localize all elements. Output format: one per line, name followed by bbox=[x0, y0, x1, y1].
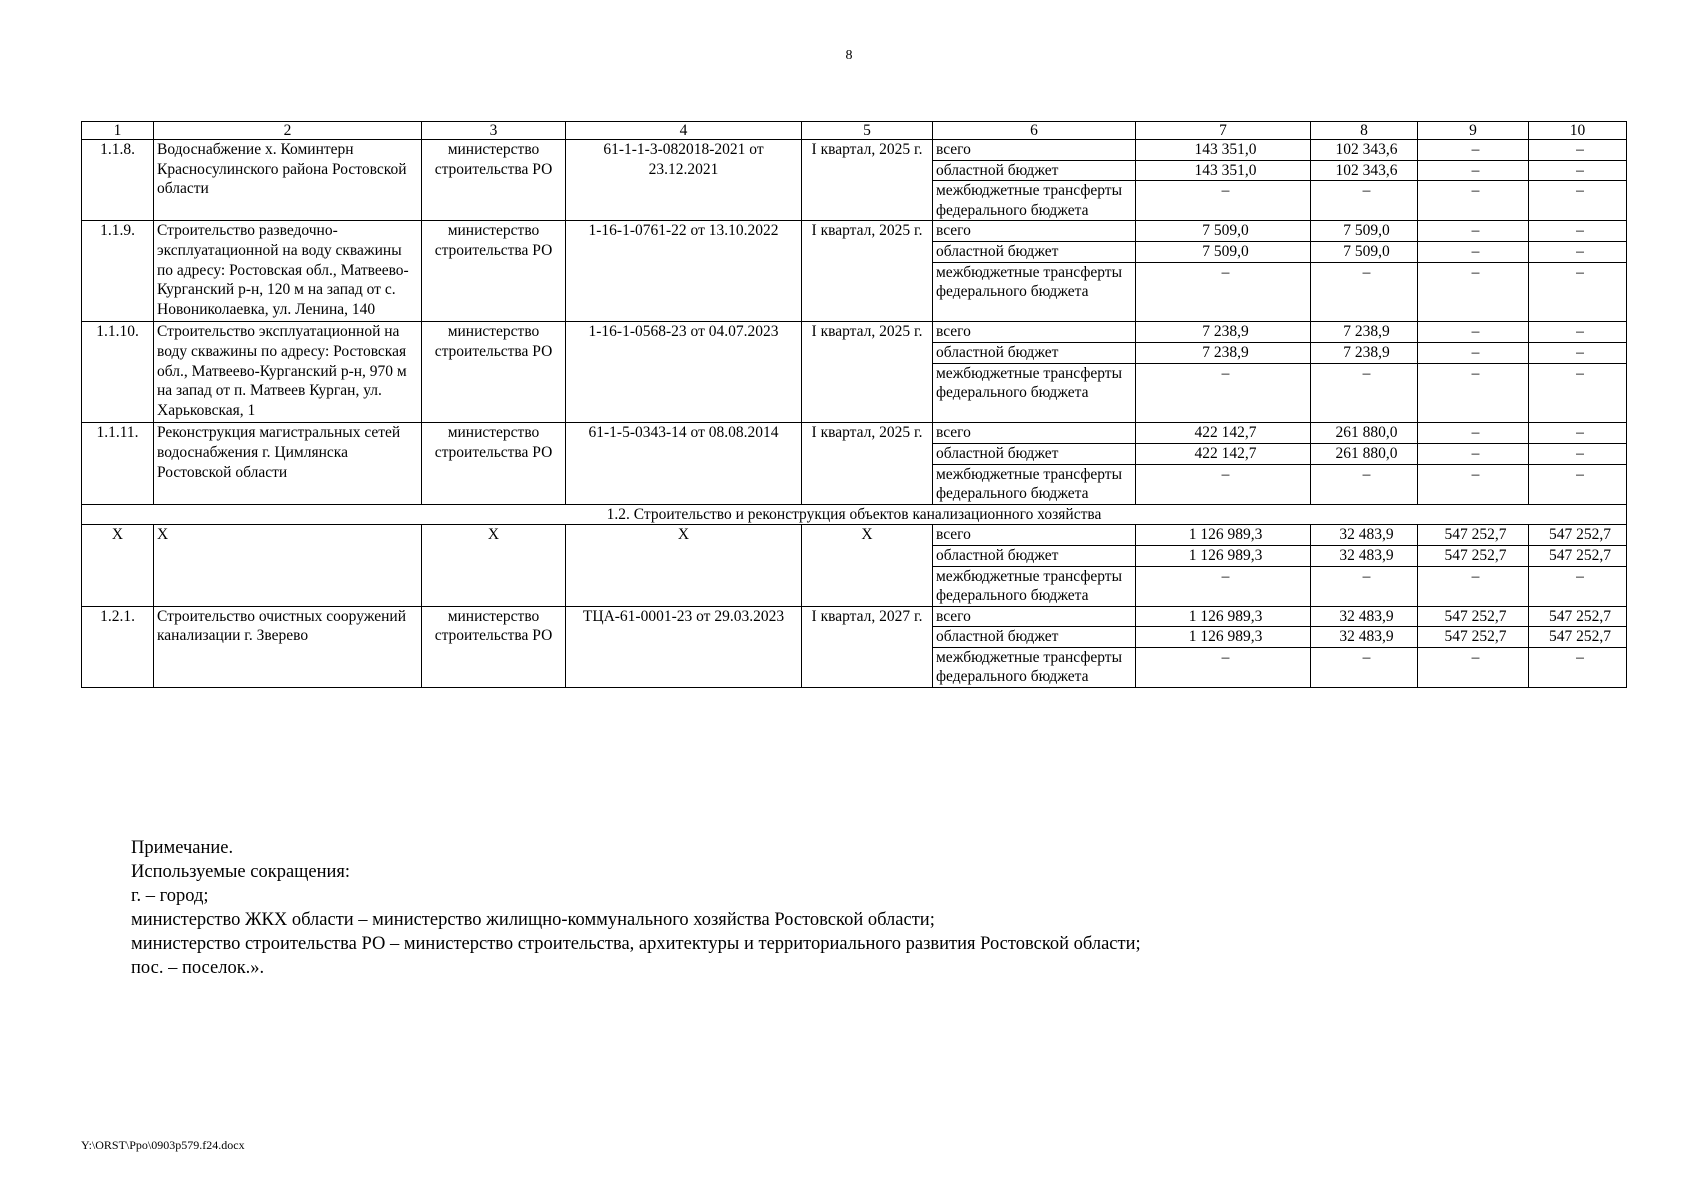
funding-source-label: областной бюджет bbox=[933, 160, 1136, 181]
customer: министерство строительства РО bbox=[422, 221, 566, 322]
amount-cell: 1 126 989,3 bbox=[1136, 525, 1311, 546]
amount-cell: 7 238,9 bbox=[1311, 342, 1418, 363]
column-number: 4 bbox=[566, 122, 802, 140]
amount-cell: – bbox=[1418, 181, 1529, 221]
amount-cell: – bbox=[1136, 647, 1311, 687]
amount-cell: – bbox=[1311, 566, 1418, 606]
amount-cell: – bbox=[1136, 363, 1311, 423]
amount-cell: – bbox=[1418, 140, 1529, 161]
amount-cell: 547 252,7 bbox=[1529, 627, 1627, 648]
object-name: Х bbox=[154, 525, 422, 606]
amount-cell: – bbox=[1136, 464, 1311, 504]
customer: министерство строительства РО bbox=[422, 423, 566, 504]
column-number: 5 bbox=[802, 122, 933, 140]
amount-cell: 143 351,0 bbox=[1136, 160, 1311, 181]
amount-cell: – bbox=[1136, 262, 1311, 322]
file-path-footer: Y:\ORST\Ppo\0903p579.f24.docx bbox=[81, 1138, 245, 1152]
amount-cell: 261 880,0 bbox=[1311, 443, 1418, 464]
funding-source-label: всего bbox=[933, 221, 1136, 242]
row-number: 1.1.9. bbox=[82, 221, 154, 322]
amount-cell: – bbox=[1418, 342, 1529, 363]
funding-source-label: всего bbox=[933, 140, 1136, 161]
note-title: Примечание. bbox=[131, 838, 234, 858]
object-name: Реконструкция магистральных сетей водоснабжения г. Цимлянска Ростовской области bbox=[154, 423, 422, 504]
amount-cell: – bbox=[1418, 262, 1529, 322]
funding-source-label: областной бюджет bbox=[933, 627, 1136, 648]
object-name: Водоснабжение х. Коминтерн Красносулинского района Ростовской области bbox=[154, 140, 422, 221]
amount-cell: 547 252,7 bbox=[1418, 627, 1529, 648]
amount-cell: – bbox=[1529, 322, 1627, 343]
completion-term: I квартал, 2025 г. bbox=[802, 221, 933, 322]
amount-cell: – bbox=[1418, 221, 1529, 242]
amount-cell: 7 238,9 bbox=[1311, 322, 1418, 343]
amount-cell: 422 142,7 bbox=[1136, 443, 1311, 464]
amount-cell: – bbox=[1529, 181, 1627, 221]
amount-cell: – bbox=[1529, 464, 1627, 504]
note-line: министерство ЖКХ области – министерство жилищно-коммунального хозяйства Ростовской области; bbox=[131, 910, 935, 930]
amount-cell: 1 126 989,3 bbox=[1136, 606, 1311, 627]
funding-source-label: областной бюджет bbox=[933, 443, 1136, 464]
amount-cell: 7 509,0 bbox=[1136, 221, 1311, 242]
amount-cell: 7 238,9 bbox=[1136, 322, 1311, 343]
note-block bbox=[131, 836, 1141, 980]
column-number: 1 bbox=[82, 122, 154, 140]
row-number: Х bbox=[82, 525, 154, 606]
object-name: Строительство очистных сооружений канализации г. Зверево bbox=[154, 606, 422, 687]
amount-cell: 422 142,7 bbox=[1136, 423, 1311, 444]
amount-cell: – bbox=[1529, 160, 1627, 181]
amount-cell: 547 252,7 bbox=[1529, 545, 1627, 566]
completion-term: Х bbox=[802, 525, 933, 606]
amount-cell: – bbox=[1311, 363, 1418, 423]
customer: министерство строительства РО bbox=[422, 140, 566, 221]
row-number: 1.1.8. bbox=[82, 140, 154, 221]
amount-cell: 547 252,7 bbox=[1529, 525, 1627, 546]
amount-cell: – bbox=[1311, 464, 1418, 504]
column-number: 9 bbox=[1418, 122, 1529, 140]
amount-cell: – bbox=[1418, 241, 1529, 262]
project-document: 61-1-5-0343-14 от 08.08.2014 bbox=[566, 423, 802, 504]
amount-cell: – bbox=[1418, 322, 1529, 343]
amount-cell: 32 483,9 bbox=[1311, 627, 1418, 648]
column-number: 10 bbox=[1529, 122, 1627, 140]
completion-term: I квартал, 2025 г. bbox=[802, 322, 933, 423]
amount-cell: – bbox=[1418, 423, 1529, 444]
table-body bbox=[82, 122, 1627, 688]
amount-cell: 7 238,9 bbox=[1136, 342, 1311, 363]
amount-cell: – bbox=[1311, 262, 1418, 322]
row-number: 1.1.10. bbox=[82, 322, 154, 423]
amount-cell: 102 343,6 bbox=[1311, 140, 1418, 161]
completion-term: I квартал, 2025 г. bbox=[802, 423, 933, 504]
funding-source-label: областной бюджет bbox=[933, 545, 1136, 566]
amount-cell: 7 509,0 bbox=[1136, 241, 1311, 262]
column-number: 2 bbox=[154, 122, 422, 140]
completion-term: I квартал, 2025 г. bbox=[802, 140, 933, 221]
amount-cell: – bbox=[1529, 566, 1627, 606]
amount-cell: 261 880,0 bbox=[1311, 423, 1418, 444]
amount-cell: – bbox=[1529, 443, 1627, 464]
section-title: 1.2. Строительство и реконструкция объектов канализационного хозяйства bbox=[82, 504, 1627, 525]
amount-cell: – bbox=[1529, 363, 1627, 423]
funding-source-label: межбюджетные трансферты федерального бюджета bbox=[933, 262, 1136, 322]
amount-cell: – bbox=[1136, 566, 1311, 606]
amount-cell: – bbox=[1529, 262, 1627, 322]
row-number: 1.2.1. bbox=[82, 606, 154, 687]
amount-cell: – bbox=[1529, 342, 1627, 363]
amount-cell: – bbox=[1418, 566, 1529, 606]
funding-source-label: всего bbox=[933, 423, 1136, 444]
customer: министерство строительства РО bbox=[422, 322, 566, 423]
object-name: Строительство эксплуатационной на воду скважины по адресу: Ростовская обл., Матвеево-Курганский р-н, 970 м на запад от п. Матвеев Курган, ул. Харьковская, 1 bbox=[154, 322, 422, 423]
amount-cell: – bbox=[1529, 140, 1627, 161]
amount-cell: 547 252,7 bbox=[1529, 606, 1627, 627]
investment-table bbox=[81, 121, 1627, 688]
amount-cell: – bbox=[1418, 647, 1529, 687]
amount-cell: 547 252,7 bbox=[1418, 545, 1529, 566]
funding-source-label: всего bbox=[933, 322, 1136, 343]
amount-cell: 143 351,0 bbox=[1136, 140, 1311, 161]
project-document: Х bbox=[566, 525, 802, 606]
amount-cell: 547 252,7 bbox=[1418, 606, 1529, 627]
amount-cell: – bbox=[1418, 464, 1529, 504]
funding-source-label: всего bbox=[933, 525, 1136, 546]
project-document: ТЦА-61-0001-23 от 29.03.2023 bbox=[566, 606, 802, 687]
amount-cell: – bbox=[1529, 221, 1627, 242]
amount-cell: 32 483,9 bbox=[1311, 525, 1418, 546]
amount-cell: 7 509,0 bbox=[1311, 221, 1418, 242]
object-name: Строительство разведочно-эксплуатационной на воду скважины по адресу: Ростовская обл., Матвеево-Курганский р-н, 120 м на запад от с. Новониколаевка, ул. Ленина, 140 bbox=[154, 221, 422, 322]
project-document: 61-1-1-3-082018-2021 от 23.12.2021 bbox=[566, 140, 802, 221]
note-line: г. – город; bbox=[131, 886, 209, 906]
funding-source-label: всего bbox=[933, 606, 1136, 627]
note-subtitle: Используемые сокращения: bbox=[131, 862, 351, 882]
column-number: 7 bbox=[1136, 122, 1311, 140]
funding-source-label: областной бюджет bbox=[933, 342, 1136, 363]
amount-cell: – bbox=[1529, 647, 1627, 687]
funding-source-label: межбюджетные трансферты федерального бюджета bbox=[933, 363, 1136, 423]
page-number: 8 bbox=[845, 48, 853, 63]
table-row bbox=[82, 221, 1627, 242]
amount-cell: – bbox=[1418, 160, 1529, 181]
amount-cell: – bbox=[1529, 423, 1627, 444]
amount-cell: 1 126 989,3 bbox=[1136, 627, 1311, 648]
row-number: 1.1.11. bbox=[82, 423, 154, 504]
funding-source-label: областной бюджет bbox=[933, 241, 1136, 262]
funding-source-label: межбюджетные трансферты федерального бюджета bbox=[933, 181, 1136, 221]
amount-cell: 547 252,7 bbox=[1418, 525, 1529, 546]
column-number-row bbox=[82, 122, 1627, 140]
amount-cell: – bbox=[1311, 181, 1418, 221]
project-document: 1-16-1-0761-22 от 13.10.2022 bbox=[566, 221, 802, 322]
funding-source-label: межбюджетные трансферты федерального бюджета bbox=[933, 566, 1136, 606]
funding-source-label: межбюджетные трансферты федерального бюджета bbox=[933, 647, 1136, 687]
amount-cell: 32 483,9 bbox=[1311, 545, 1418, 566]
column-number: 8 bbox=[1311, 122, 1418, 140]
table-row bbox=[82, 525, 1627, 546]
amount-cell: – bbox=[1418, 363, 1529, 423]
customer: Х bbox=[422, 525, 566, 606]
funding-source-label: межбюджетные трансферты федерального бюджета bbox=[933, 464, 1136, 504]
completion-term: I квартал, 2027 г. bbox=[802, 606, 933, 687]
amount-cell: 1 126 989,3 bbox=[1136, 545, 1311, 566]
amount-cell: – bbox=[1418, 443, 1529, 464]
section-title-row bbox=[82, 504, 1627, 525]
table-row bbox=[82, 423, 1627, 444]
amount-cell: – bbox=[1529, 241, 1627, 262]
note-line: министерство строительства РО – министерство строительства, архитектуры и территориального развития Ростовской области; bbox=[131, 934, 1141, 954]
customer: министерство строительства РО bbox=[422, 606, 566, 687]
project-document: 1-16-1-0568-23 от 04.07.2023 bbox=[566, 322, 802, 423]
amount-cell: – bbox=[1136, 181, 1311, 221]
column-number: 6 bbox=[933, 122, 1136, 140]
amount-cell: – bbox=[1311, 647, 1418, 687]
column-number: 3 bbox=[422, 122, 566, 140]
amount-cell: 102 343,6 bbox=[1311, 160, 1418, 181]
amount-cell: 7 509,0 bbox=[1311, 241, 1418, 262]
table-row bbox=[82, 140, 1627, 161]
note-line: пос. – поселок.». bbox=[131, 958, 265, 978]
table-row bbox=[82, 322, 1627, 343]
amount-cell: 32 483,9 bbox=[1311, 606, 1418, 627]
table-row bbox=[82, 606, 1627, 627]
